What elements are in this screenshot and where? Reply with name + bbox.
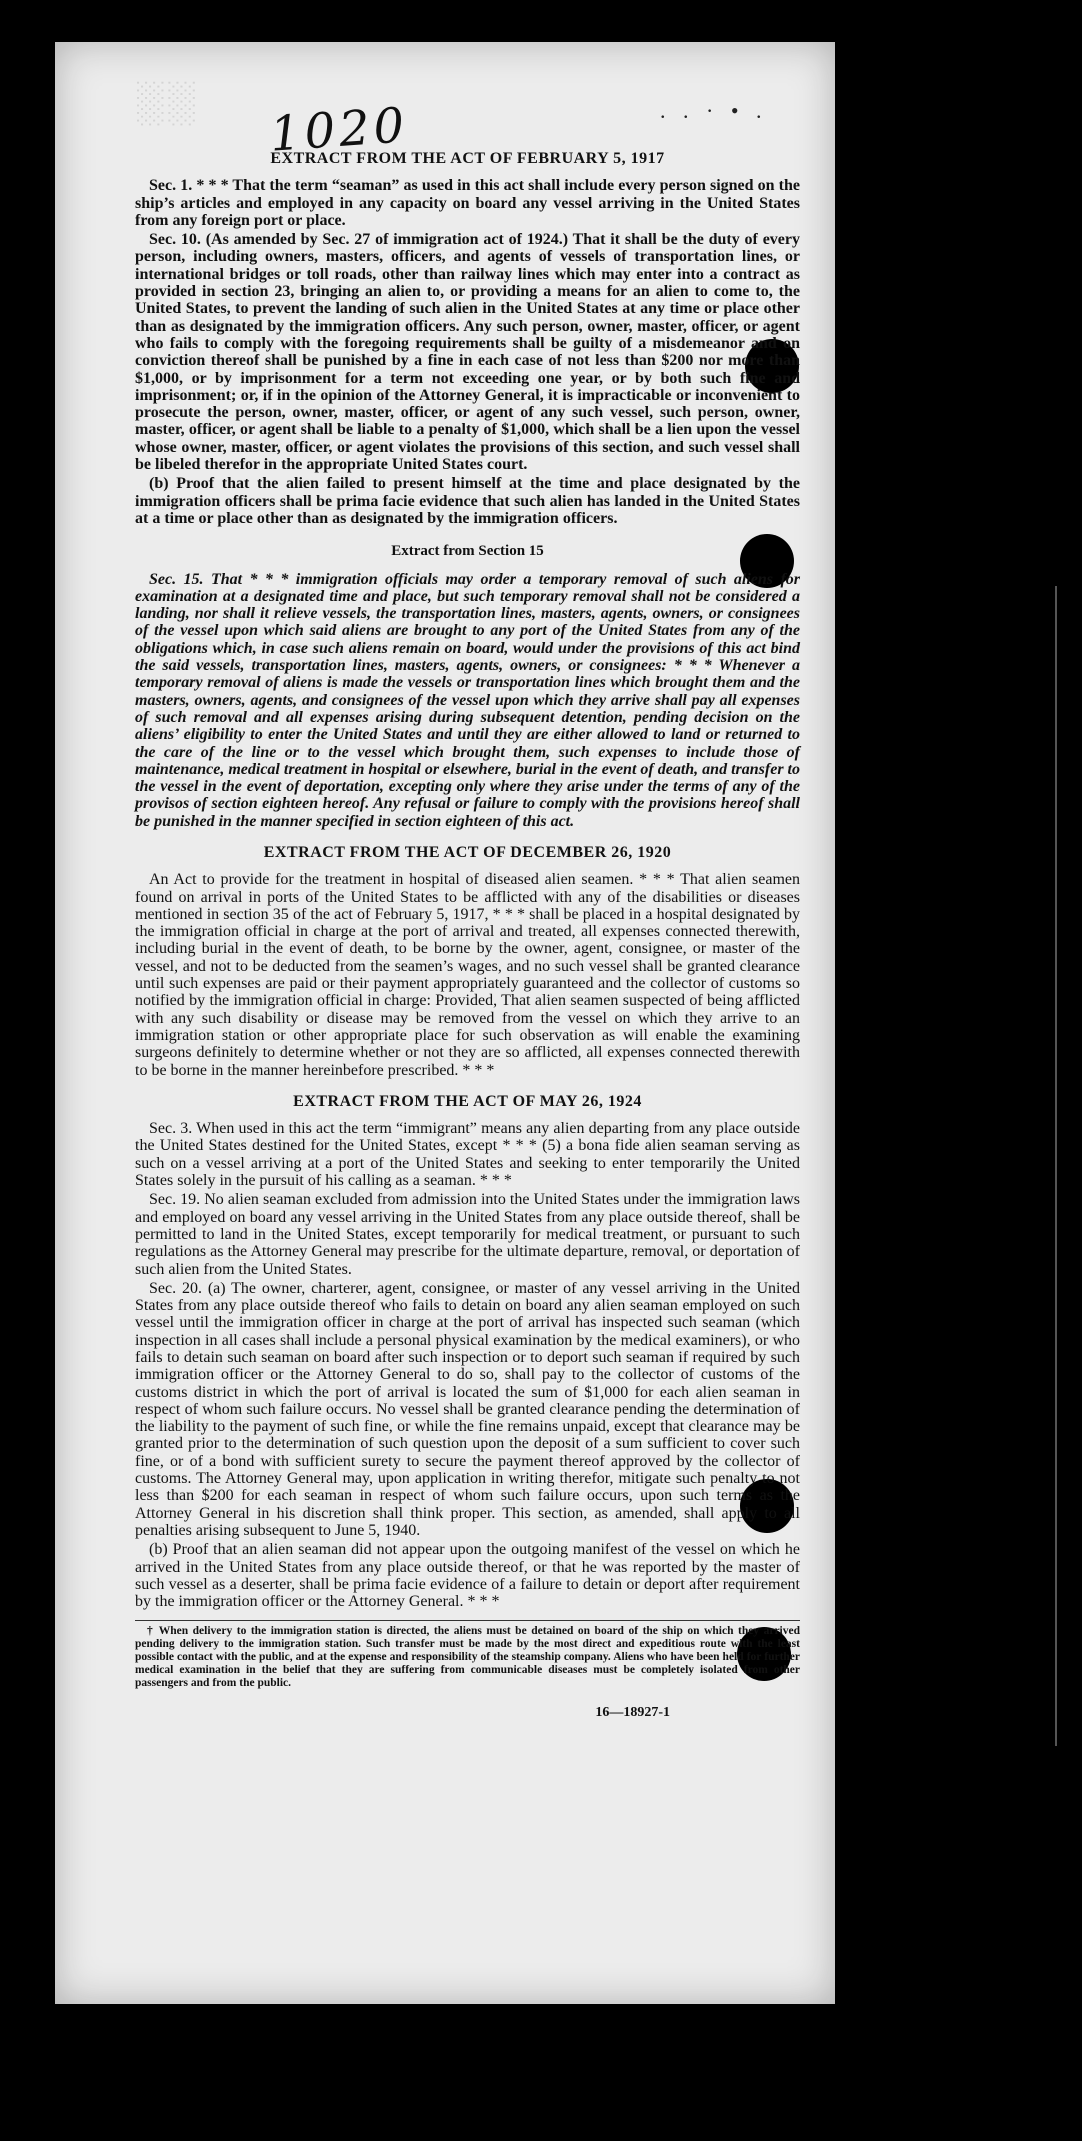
background-rule-line xyxy=(1055,586,1057,1746)
paragraph-sec-10-b: (b) Proof that the alien failed to present himself at the time and place designated by the immigration officers shall be prima facie evidence that such alien has landed in the United States at a time or place other than as designated by the immigration officers. xyxy=(135,475,800,527)
document-body xyxy=(135,144,800,1722)
paragraph-sec-19: Sec. 19. No alien seaman excluded from admission into the United States under the immigration laws and employed on board any vessel arriving in the United States from any place outside thereof, shall be permitted to land in the United States, except temporarily for medical treatment, or pursuant to such regulations as the Attorney General may prescribe for the ultimate departure, removal, or deportation of such alien from the United States. xyxy=(135,1191,800,1278)
footnote: † When delivery to the immigration station is directed, the aliens must be detained on board of the ship on which they arrived pending delivery to the immigration station. Such transfer must be made by the most direct and expeditious route with the least possible contact with the public, and at the expense and responsibility of the steamship company. Aliens who have been held for further medical examination in the belief that they are suffering from communicable diseases must be completely isolated from other passengers and from the public. xyxy=(135,1625,800,1690)
stamp-dots: . . · • . xyxy=(660,98,768,123)
paragraph-act-1920: An Act to provide for the treatment in hospital of diseased alien seamen. * * * That alien seamen found on arrival in ports of the United States to be afflicted with any of the disabilities or diseases mentioned in section 35 of the act of February 5, 1917, * * * shall be placed in a hospital designated by the immigration official in charge at the port of arrival and treated, all expenses connected therewith, including burial in the event of death, to be borne by the owner, agent, consignee, or master of the vessel, and not to be deducted from the seamen’s wages, and no such vessel shall be granted clearance until such expenses are paid or their payment appropriately guaranteed and the collector of customs so notified by the immigration official in charge: Provided, That alien seamen suspected of being afflicted with any such disability or disease may be removed from the vessel on which they arrive to an immigration station or other appropriate place for such observation as will enable the examining surgeons definitely to determine whether or not they are so afflicted, all expenses connected therewith to be borne in the manner hereinbefore prescribed. * * * xyxy=(135,871,800,1079)
footnote-divider xyxy=(135,1620,800,1621)
heading-act-dec-1920: EXTRACT FROM THE ACT OF DECEMBER 26, 1920 xyxy=(263,843,672,861)
paragraph-sec-3: Sec. 3. When used in this act the term “immigrant” means any alien departing from any place outside the United States destined for the United States, except * * * (5) a bona fide alien seaman serving as such on a vessel arriving at a port of the United States and seeking to enter temporarily the United States solely in the pursuit of his calling as a seaman. * * * xyxy=(135,1120,800,1190)
heading-act-may-1924: EXTRACT FROM THE ACT OF MAY 26, 1924 xyxy=(293,1092,642,1110)
faded-stamp-mark: ░░ xyxy=(135,79,198,124)
heading-section-15: Extract from Section 15 xyxy=(391,543,544,560)
paragraph-sec-1: Sec. 1. * * * That the term “seaman” as used in this act shall include every person signed on the ship’s articles and employed in any capacity on board any vessel arriving in the United States from any foreign port or place. xyxy=(135,177,800,229)
paragraph-sec-10: Sec. 10. (As amended by Sec. 27 of immigration act of 1924.) That it shall be the duty of every person, including owners, masters, officers, and agents of vessels of transportation lines, or international bridges or toll roads, other than railway lines which may enter into a contract as provided in section 23, bringing an alien to, or providing a means for an alien to come to, the United States, to prevent the landing of such alien in the United States at any time or place other than as designated by the immigration officers. Any such person, owner, master, officer, or agent who fails to comply with the foregoing requirements shall be guilty of a misdemeanor and on conviction thereof shall be punished by a fine in each case of not less than $200 nor more than $1,000, or by imprisonment for a term not exceeding one year, or by both such fine and imprisonment; or, if in the opinion of the Attorney General, it is impracticable or inconvenient to prosecute the person, owner, master, officer, or agent of any such vessel, such person, owner, master, officer, or agent shall be liable to a penalty of $1,000, which shall be a lien upon the vessel whose owner, master, officer, or agent violates the provisions of this section, and such vessel shall be libeled therefor in the appropriate United States court. xyxy=(135,231,800,474)
paragraph-sec-20-b: (b) Proof that an alien seaman did not appear upon the outgoing manifest of the vessel on which he arrived in the United States from any place outside thereof, or that he was reported by the master of such vessel as a deserter, shall be prima facie evidence of a failure to detain or deport after requirement by the immigration officer or the Attorney General. * * * xyxy=(135,1541,800,1611)
form-code: 16—18927-1 xyxy=(595,1705,670,1721)
handwritten-number: 1020 xyxy=(268,97,410,163)
document-page xyxy=(55,42,835,2004)
paragraph-sec-20-a: Sec. 20. (a) The owner, charterer, agent, consignee, or master of any vessel arriving in the United States from any place outside thereof who fails to detain on board any alien seaman employed on such vessel until the immigration officer in charge at the port of arrival has inspected such seaman (which inspection in all cases shall include a personal physical examination by the medical examiners), or who fails to detain such seaman on board after such inspection or to deport such seaman if required by such immigration officer or the Attorney General to do so, shall pay to the collector of customs of the customs district in which the port of arrival is located the sum of $1,000 for each alien seaman in respect of whom such failure occurs. No vessel shall be granted clearance pending the determination of the liability to the payment of such fine, or while the fine remains unpaid, except that clearance may be granted prior to the determination of such question upon the deposit of a sum sufficient to cover such fine, or of a bond with sufficient surety to secure the payment thereof approved by the collector of customs. The Attorney General may, upon application in writing therefor, mitigate such penalty to not less than $200 for each seaman in respect of whom such failure occurs, upon such terms as the Attorney General in his discretion shall think proper. This section, as amended, shall apply to all penalties arising subsequent to June 5, 1940. xyxy=(135,1279,800,1539)
paragraph-sec-15: Sec. 15. That * * * immigration officials may order a temporary removal of such aliens for examination at a designated time and place, but such temporary removal shall not be considered a landing, nor shall it relieve vessels, the transportation lines, masters, agents, owners, or consignees of the vessel upon which said aliens are brought to any port of the United States from any of the obligations which, in case such aliens remain on board, would under the provisions of this act bind the said vessels, transportation lines, masters, agents, owners, or consignees: * * * Whenever a temporary removal of aliens is made the vessels or transportation lines which brought them and the masters, owners, agents, and consignees of the vessel upon which they arrive shall pay all expenses of such removal and all expenses arising during subsequent detention, pending decision on the aliens’ eligibility to enter the United States and until they are either allowed to land or returned to the care of the line or to the vessel which brought them, such expenses to include those of maintenance, medical treatment in hospital or elsewhere, burial in the event of death, and transfer to the vessel in the event of deportation, excepting only where they arise under the terms of any of the provisos of section eighteen hereof. Any refusal or failure to comply with the provisions hereof shall be punished in the manner specified in section eighteen of this act. xyxy=(135,570,800,830)
heading-act-feb-1917: EXTRACT FROM THE ACT OF FEBRUARY 5, 1917 xyxy=(270,150,665,167)
